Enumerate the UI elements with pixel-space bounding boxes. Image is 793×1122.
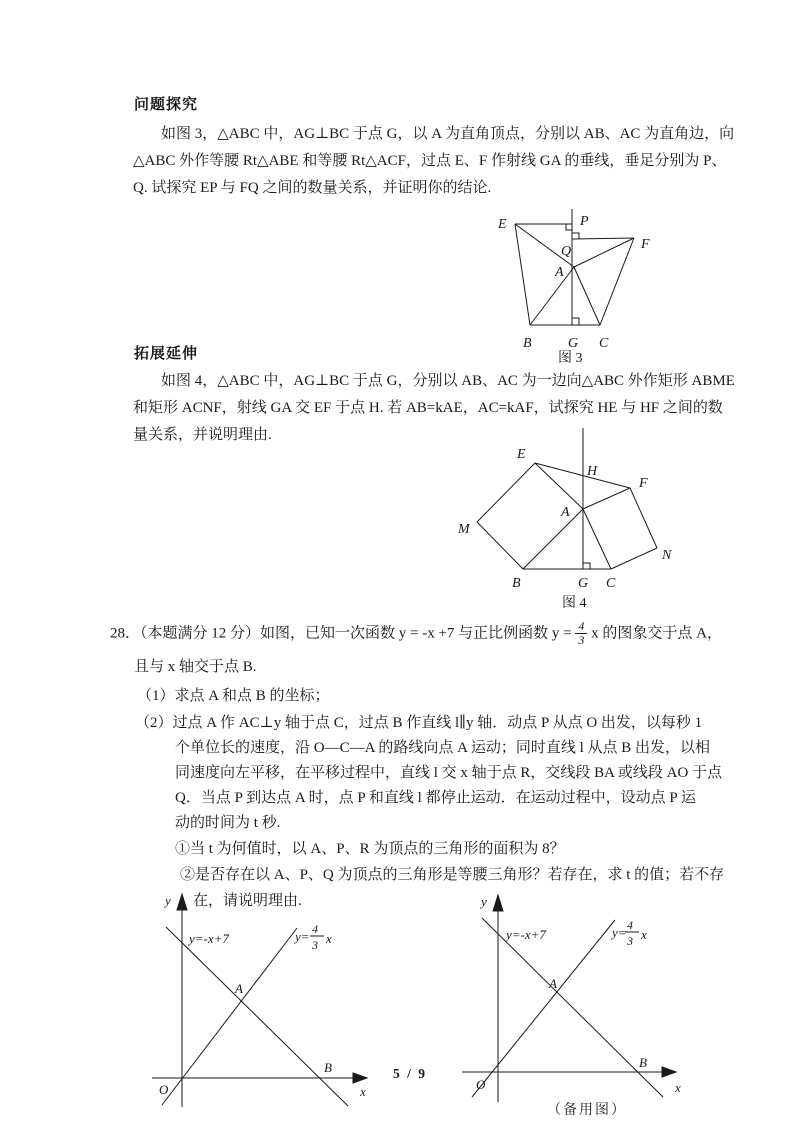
point-label-B: B	[512, 576, 521, 591]
figure4-caption: 图 4	[562, 596, 587, 611]
x-axis-arrow	[662, 1067, 676, 1077]
y-axis-arrow	[493, 895, 503, 911]
graph-spare	[455, 888, 700, 1122]
figure4-diagram	[440, 426, 700, 596]
question28-line9: ①当 t 为何值时，以 A、P、R 为顶点的三角形的面积为 8？	[175, 841, 565, 857]
section1-line3: Q. 试探究 EP 与 FQ 之间的数量关系，并证明你的结论.	[133, 180, 492, 196]
eq2-numerator: 4	[312, 922, 318, 936]
graph-main	[145, 888, 380, 1120]
section1-line1: 如图 3，△ABC 中，AG⊥BC 于点 G，以 A 为直角顶点，分别以 AB、AC 为直角边，向	[161, 126, 735, 142]
line-y-eq-4-3-x	[472, 920, 615, 1097]
point-label-A: A	[555, 265, 564, 280]
fraction-numerator: 4	[575, 620, 587, 634]
question28-line5: 个单位长的速度，沿 O—C—A 的路线向点 A 运动；同时直线 l 从点 B 出发，以相	[175, 740, 711, 756]
question28-line1	[110, 620, 722, 647]
x-axis-label: x	[675, 1080, 681, 1095]
right-angle-P	[566, 224, 572, 230]
question28-line11: 在，请说明理由.	[193, 893, 302, 909]
eq2-prefix: y=	[612, 925, 627, 940]
eq2-suffix: x	[326, 931, 332, 946]
eq2-denominator: 3	[312, 938, 318, 952]
point-label-B: B	[639, 1055, 647, 1070]
graph-spare-lines	[472, 918, 663, 1097]
graph-main-lines	[162, 927, 348, 1106]
y-axis-label: y	[165, 893, 171, 908]
equation-label-line2	[610, 918, 647, 948]
question28-line3: （1）求点 A 和点 B 的坐标；	[137, 688, 330, 704]
point-label-F: F	[641, 237, 650, 252]
equation-label-line2	[293, 922, 332, 952]
question28-line8: 动的时间为 t 秒.	[175, 815, 281, 831]
right-angle-G	[583, 563, 590, 569]
equation-label-line1: y=-x+7	[189, 931, 229, 946]
figure3-diagram	[488, 205, 663, 355]
right-angle-Q	[572, 233, 579, 239]
point-label-H: H	[587, 464, 598, 479]
point-label-C: C	[606, 576, 616, 591]
line-y-eq-neg-x-plus-7	[482, 918, 663, 1097]
section2-heading: 拓展延伸	[134, 346, 199, 362]
right-angle-G	[572, 318, 579, 325]
x-axis-arrow	[353, 1073, 367, 1083]
point-label-Q: Q	[561, 244, 572, 259]
point-label-E: E	[517, 447, 526, 462]
point-label-G: G	[568, 336, 579, 351]
section1-line2: △ABC 外作等腰 Rt△ABE 和等腰 Rt△ACF，过点 E、F 作射线 GA 的垂线，垂足分别为 P、	[133, 153, 727, 169]
point-label-P: P	[580, 214, 589, 229]
point-label-F: F	[639, 476, 648, 491]
figure4-lines	[477, 428, 657, 569]
section2-line2: 和矩形 ACNF，射线 GA 交 EF 于点 H. 若 AB=kAE，AC=kAF，试探究 HE 与 HF 之间的数	[133, 400, 723, 416]
line-y-eq-neg-x-plus-7	[166, 927, 348, 1106]
point-label-A: A	[235, 981, 243, 996]
point-label-A: A	[549, 976, 557, 991]
eq2-numerator: 4	[627, 918, 633, 932]
question28-line2: 且与 x 轴交于点 B.	[134, 659, 257, 675]
point-label-A: A	[561, 505, 570, 520]
fraction-denominator: 3	[578, 633, 585, 648]
eq2-prefix: y=	[295, 929, 310, 944]
eq2-suffix: x	[641, 927, 647, 942]
x-axis-label: x	[360, 1084, 366, 1099]
origin-label: O	[476, 1077, 486, 1092]
point-label-C: C	[599, 336, 609, 351]
question28-line4: （2）过点 A 作 AC⊥y 轴于点 C，过点 B 作直线 l∥y 轴．动点 P 从点 O 出发，以每秒 1	[135, 715, 703, 731]
question28-line10: ②是否存在以 A、P、Q 为顶点的三角形是等腰三角形？若存在，求 t 的值；若不存	[180, 867, 725, 883]
point-label-G: G	[578, 576, 589, 591]
figure3-caption: 图 3	[558, 351, 583, 366]
eq2-denominator: 3	[627, 934, 633, 948]
section1-heading: 问题探究	[134, 97, 199, 113]
section2-line1: 如图 4，△ABC 中，AG⊥BC 于点 G，分别以 AB、AC 为一边向△ABC 外作矩形 ABME	[161, 373, 735, 389]
equation-label-line1: y=-x+7	[506, 927, 546, 942]
y-axis-label: y	[481, 894, 487, 909]
point-label-B: B	[324, 1060, 332, 1075]
page-number: 5 / 9	[393, 1066, 428, 1081]
q28-line1-post: x 的图象交于点 A，	[591, 625, 722, 642]
point-label-B: B	[523, 336, 532, 351]
q28-line1-pre: 28．（本题满分 12 分）如图，已知一次函数 y = -x +7 与正比例函数 y =	[110, 625, 576, 642]
section2-line3: 量关系，并说明理由.	[133, 427, 272, 443]
point-label-E: E	[498, 217, 507, 232]
origin-label: O	[159, 1082, 169, 1097]
point-label-N: N	[662, 548, 672, 563]
question28-line6: 同速度向左平移，在平移过程中，直线 l 交 x 轴于点 R，交线段 BA 或线段 AO 于点	[175, 765, 723, 781]
spare-graph-caption: （备用图）	[547, 1103, 627, 1118]
y-axis-arrow	[177, 894, 187, 910]
question28-line7: Q．当点 P 到达点 A 时，点 P 和直线 l 都停止运动．在运动过程中，设动点 P 运	[175, 790, 696, 806]
point-label-M: M	[458, 522, 470, 537]
fraction-4-3	[575, 620, 587, 647]
figure3-lines	[515, 209, 634, 325]
